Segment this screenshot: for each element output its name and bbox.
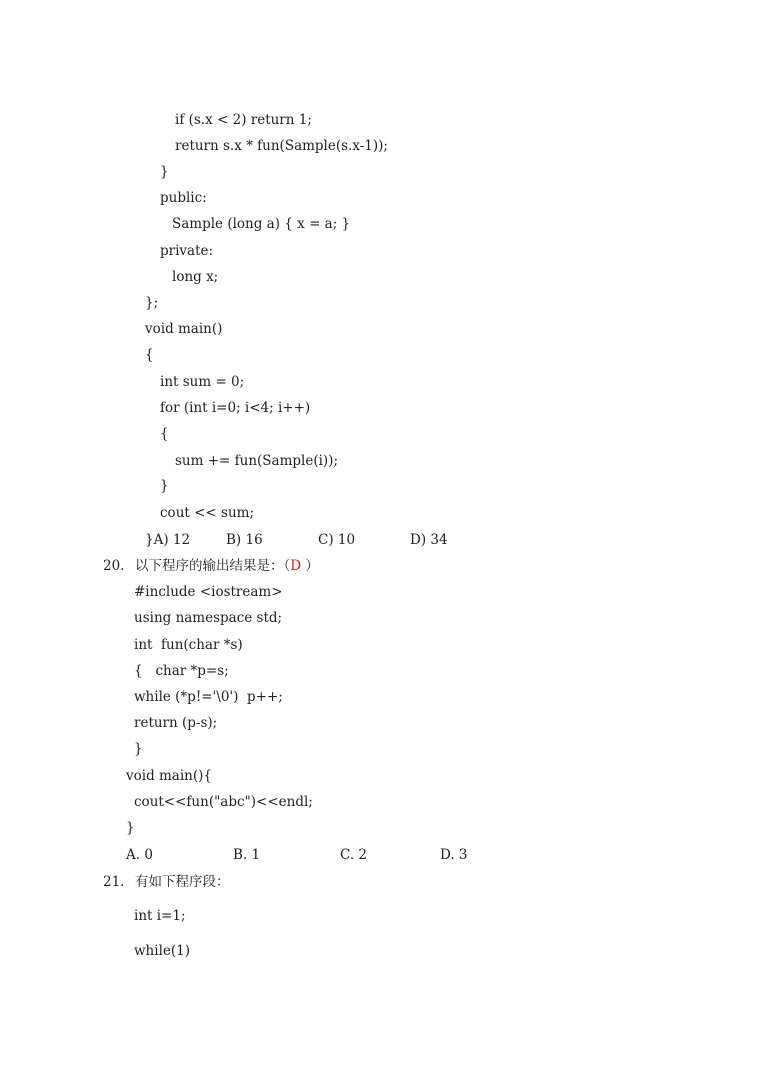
option-b: B) 16 — [226, 532, 263, 548]
code-line: } — [160, 164, 169, 180]
code-line: cout<<fun("abc")<<endl; — [134, 794, 313, 810]
question-close: ） — [301, 558, 319, 574]
code-line: if (s.x < 2) return 1; — [175, 112, 312, 128]
code-line: } — [160, 478, 169, 494]
code-line: sum += fun(Sample(i)); — [175, 453, 338, 469]
question-number: 21. — [103, 874, 125, 890]
question-text: 以下程序的输出结果是：（ — [135, 558, 291, 574]
code-line: while(1) — [134, 943, 190, 959]
question-prompt: 有如下程序段： — [135, 874, 230, 890]
code-line: }; — [145, 295, 159, 311]
code-line: int sum = 0; — [160, 374, 245, 390]
option-d: D. 3 — [440, 847, 468, 863]
option-c: C) 10 — [318, 532, 356, 548]
question-prompt — [135, 558, 319, 574]
code-line: void main() — [145, 321, 223, 337]
code-line: int fun(char *s) — [134, 637, 243, 653]
code-line: { — [160, 426, 169, 442]
option-b: B. 1 — [233, 847, 261, 863]
code-line: } — [126, 820, 135, 836]
code-line: return (p-s); — [134, 715, 218, 731]
code-line: long x; — [172, 269, 219, 285]
code-line: public: — [160, 190, 207, 206]
code-line: for (int i=0; i<4; i++) — [160, 400, 311, 416]
code-line: return s.x * fun(Sample(s.x-1)); — [175, 138, 388, 154]
code-line: while (*p!='\0') p++; — [134, 689, 283, 705]
code-line: } — [134, 741, 143, 757]
code-line: int i=1; — [134, 908, 186, 924]
code-line: private: — [160, 243, 214, 259]
code-line: #include <iostream> — [134, 584, 283, 600]
option-a: A. 0 — [126, 847, 153, 863]
code-line: cout << sum; — [160, 505, 254, 521]
question-number: 20. — [103, 558, 125, 574]
answer-mark: D — [290, 558, 302, 574]
code-line: using namespace std; — [134, 610, 283, 626]
code-line: { char *p=s; — [134, 663, 229, 679]
code-line: Sample (long a) { x = a; } — [172, 216, 351, 232]
option-c: C. 2 — [340, 847, 368, 863]
option-d: D) 34 — [410, 532, 448, 548]
option-a: }A) 12 — [145, 532, 191, 548]
code-line: void main(){ — [126, 768, 212, 784]
code-line: { — [145, 347, 154, 363]
